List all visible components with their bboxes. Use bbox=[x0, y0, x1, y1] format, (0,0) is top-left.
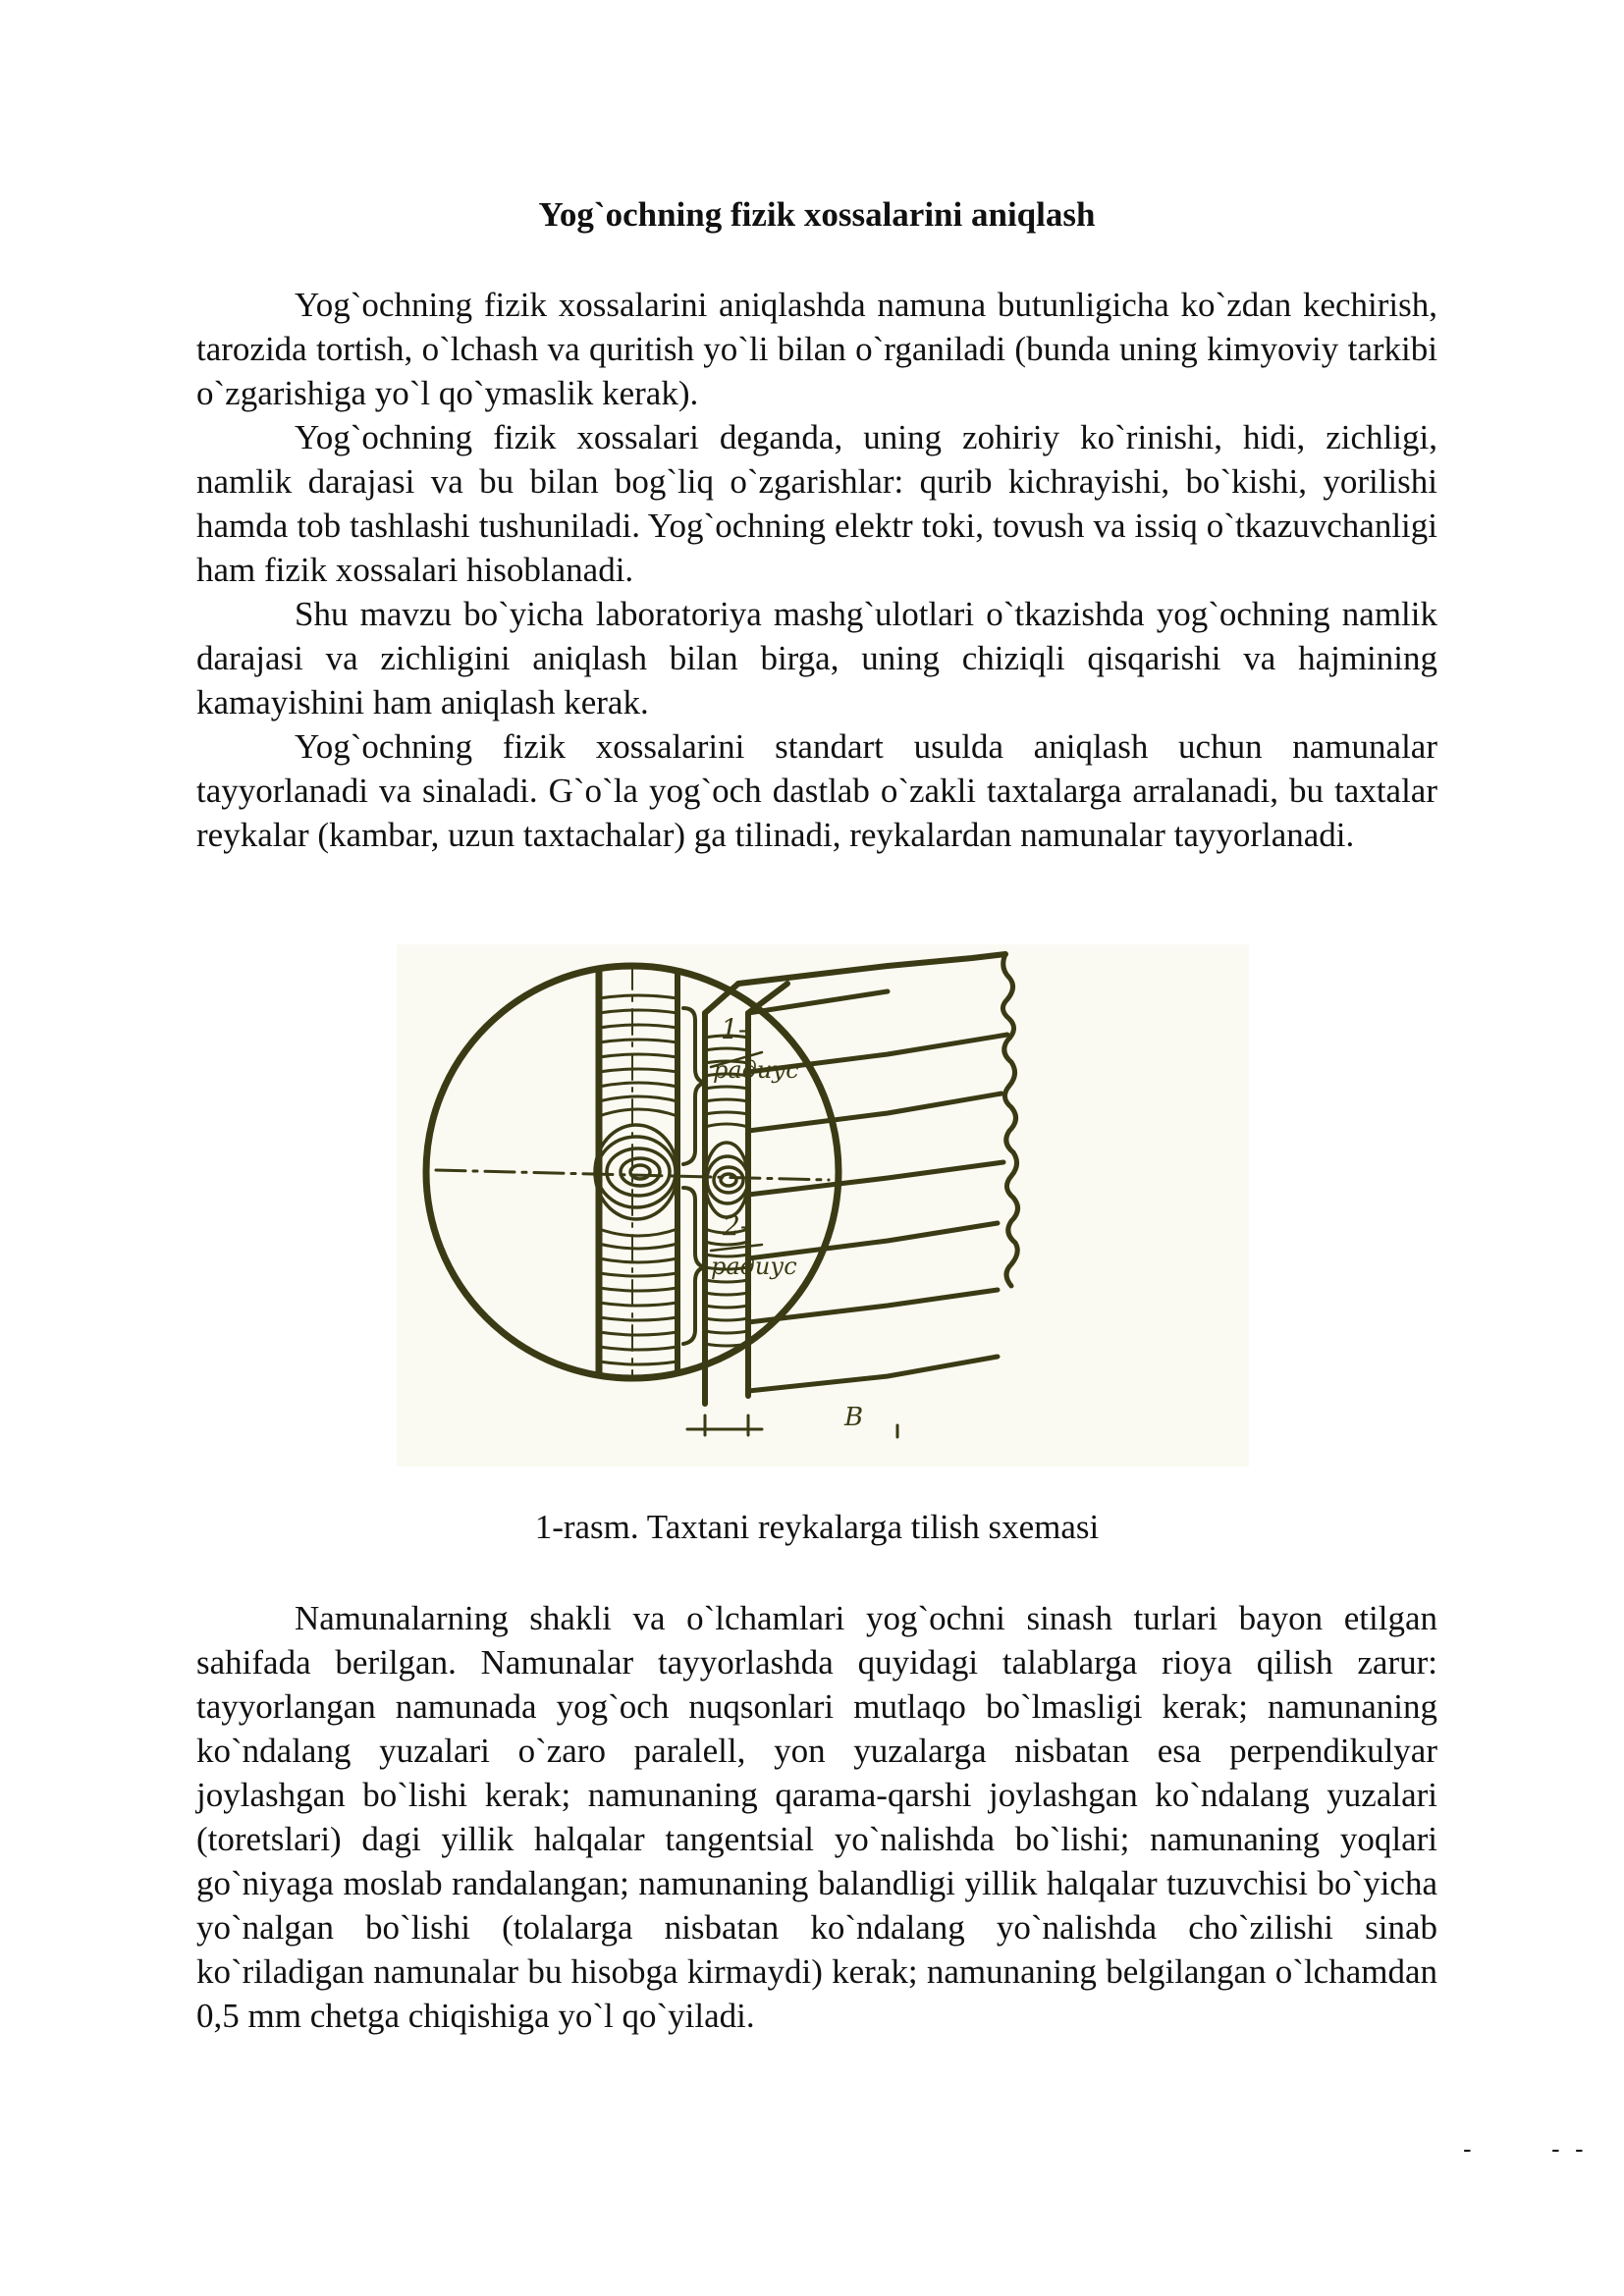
paragraph: Shu mavzu bo`yicha laboratoriya mashg`ulotlari o`tkazishda yog`ochning namlik darajasi va zichligini aniqlash bilan birga, uning chiziqli qisqarishi va hajmining kamayishini ham aniqlash kerak. bbox=[196, 595, 1437, 721]
paragraph: Namunalarning shakli va o`lchamlari yog`ochni sinash turlari bayon etilgan sahifada berilgan. Namunalar tayyorlashda quyidagi talablarga rioya qilish zarur: tayyorlangan namunada yog`och nuqsonlari mutlaqo bo`lmasligi kerak; namunaning ko`ndalang yuzalari o`zaro paralell, yon yuzalarga nisbatan esa perpendikulyar joylashgan bo`lishi kerak; namunaning qarama-qarshi joylashgan ko`ndalang yuzalari (toretslari) dagi yillik halqalar tangentsial yo`nalishda bo`lishi; namunaning yoqlari go`niyaga moslab randalangan; namunaning balandligi yillik halqalar tuzuvchisi bo`yicha yo`nalgan bo`lishi (tolalarga nisbatan ko`ndalang yo`nalishda cho`zilishi sinab ko`riladigan namunalar bu hisobga kirmaydi) kerak; namunaning belgilangan o`lchamdan 0,5 mm chetga chiqishiga yo`l qo`yiladi. bbox=[196, 1599, 1437, 2035]
sawing-scheme-drawing bbox=[397, 944, 1249, 1467]
paragraph: Yog`ochning fizik xossalarini aniqlashda namuna butunligicha ko`zdan kechirish, tarozida tortish, o`lchash va quritish yo`li bilan o`rganiladi (bunda uning kimyoviy tarkibi o`zgarishiga yo`l qo`ymaslik kerak). bbox=[196, 286, 1437, 412]
paragraph: Yog`ochning fizik xossalarini standart usulda aniqlash uchun namunalar tayyorlanadi va sinaladi. G`o`la yog`och dastlab o`zakli taxtalarga arralanadi, bu taxtalar reykalar (kambar, uzun taxtachalar) ga tilinadi, reykalardan namunalar tayyorlanadi. bbox=[196, 727, 1437, 854]
body-text-top bbox=[196, 283, 1437, 857]
page-title: Yog`ochning fizik xossalarini aniqlash bbox=[538, 195, 1096, 234]
label-width: B bbox=[844, 1403, 864, 1432]
label-radius-2-word: радиус bbox=[711, 1253, 797, 1280]
figure-sawing-scheme bbox=[397, 944, 1249, 1467]
body-text-bottom bbox=[196, 1596, 1437, 2038]
label-radius-2: 2- bbox=[723, 1209, 750, 1242]
footer-marks bbox=[1453, 2134, 1600, 2173]
footer-mark: - bbox=[1551, 2134, 1560, 2163]
footer-mark: - bbox=[1463, 2134, 1472, 2163]
figure-caption: 1-rasm. Taxtani reykalarga tilish sxemasi bbox=[534, 1508, 1100, 1546]
label-radius-1: 1- bbox=[721, 1013, 748, 1045]
footer-mark: - bbox=[1575, 2134, 1584, 2163]
label-radius-1-word: радиус bbox=[713, 1056, 799, 1084]
paragraph: Yog`ochning fizik xossalari deganda, uning zohiriy ko`rinishi, hidi, zichligi, namlik darajasi va bu bilan bog`liq o`zgarishlar: qurib kichrayishi, bo`kishi, yorilishi hamda tob tashlashi tushuniladi. Yog`ochning elektr toki, tovush va issiq o`tkazuvchanligi ham fizik xossalari hisoblanadi. bbox=[196, 418, 1437, 589]
